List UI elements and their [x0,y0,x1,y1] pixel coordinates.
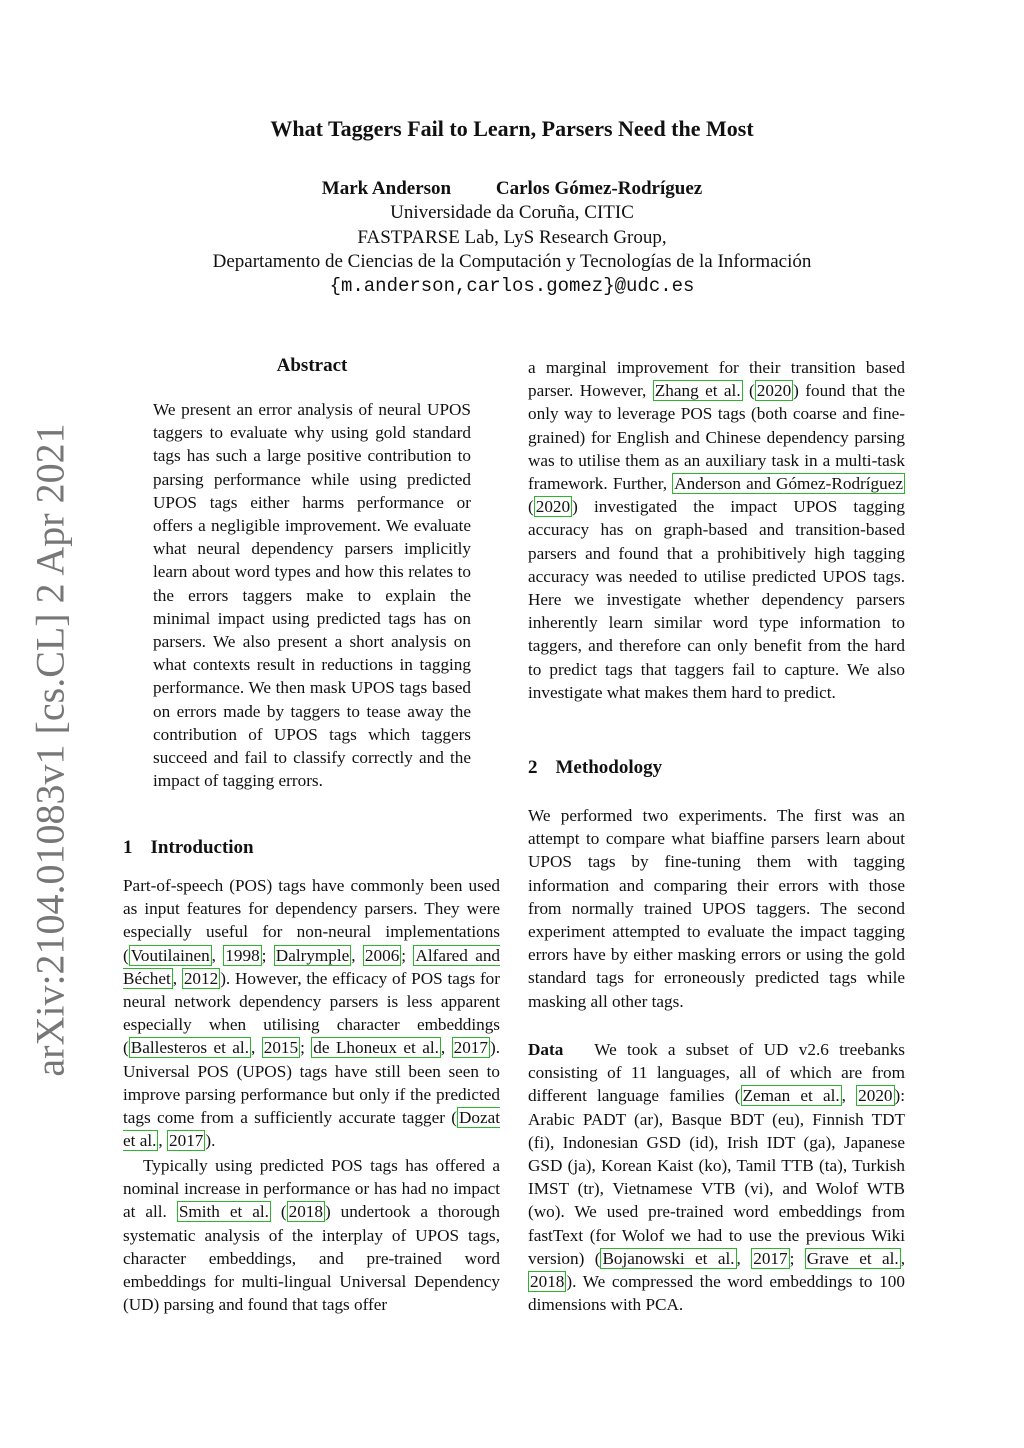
citation-link[interactable]: Dozat et al. [123,1108,500,1151]
citation-link[interactable]: 2017 [453,1038,488,1058]
intro-paragraph: Typically using predicted POS tags has offered a nominal increase in performance or has had no impact at all. Smith et al. ( 2018 ) undertook a thorough systematic analysis of the interplay of UPOS tags, character embeddings, and pre-trained word embeddings for multi-lingual Universal Dependency (UD) parsing and found that tags offer [123,1156,500,1315]
citation-link[interactable]: Dalrymple [275,945,350,965]
citation-link[interactable]: 2012 [183,968,219,988]
citation-link[interactable]: 2017 [753,1248,788,1268]
citation-link[interactable]: 2020 [756,381,792,401]
data-paragraph: Data We took a subset of UD v2.6 treebanks consisting of 11 languages, all of which are from different language families ( Zeman et al. , 2020 ): Arabic PADT (ar), Basque BDT (eu), Finnish TDT (fi), Indonesian GSD (id), Irish IDT (ga), Japanese GSD (ja), Korean Kaist (ko), Tamil TTB (ta), Turkish IMST (tr), Vietnamese VTB (vi), and Wolof WTB (wo). We used pre-trained word embeddings from fastText (for Wolof we had to use the previous Wiki version) ( Bojanowski et al. , 2017 ; Grave et al. , 2018 ). We compressed the word embeddings to 100 dimensions with PCA. [528,1040,906,1315]
body-text: ). Universal POS (UPOS) tags have still been seen to improve parsing performance but only if the predicted tags come from a sufficiently accurate tagger ( [123,1038,501,1128]
right-column-paragraph: a marginal improvement for their transition based parser. However, Zhang et al. ( 2020 ) found that the only way to leverage POS tags (both coarse and fine-grained) for English and Chinese dependency parsing was to utilise them as an auxiliary task in a multi-task framework. Further, Anderson and Gómez-Rodríguez ( 2020 ) investigated the impact UPOS tagging accuracy has on graph-based and transition-based parsers and found that a prohibitively high tagging accuracy was needed to utilise predicted UPOS tags. Here we investigate whether dependency parsers inherently learn similar word type information to taggers, and therefore can only benefit from the hard to predict tags that taggers fail to capture. We also investigate what makes them hard to predict. [528,358,905,702]
affiliation-line: Universidade da Coruña, CITIC [390,202,634,223]
section-number: 2 [528,757,538,778]
citation-link[interactable]: Anderson and Gómez-Rodríguez [674,474,903,494]
citation-link[interactable]: 2018 [288,1202,323,1222]
arxiv-identifier: arXiv:2104.01083v1 [cs.CL] 2 Apr 2021 [27,423,73,1077]
body-text: ): Arabic PADT (ar), Basque BDT (eu), Finnish TDT (fi), Indonesian GSD (id), Irish IDT (ga), Japanese GSD (ja), Korean Kaist (ko), Tamil TTB (ta), Turkish IMST (tr), Vietnamese VTB (vi), and Wolof WTB (wo). We used pre-trained word embeddings from fastText (for Wolof we had to use the previous Wiki version) ( [528,1086,906,1268]
section-title: Methodology [555,757,663,778]
body-text: Part-of-speech (POS) tags have commonly been used as input features for dependency parsers. They were especially useful for non-neural implementations ( [123,876,500,965]
methodology-paragraph: We performed two experiments. The first was an attempt to compare what biaffine parsers learn about UPOS tags by fine-tuning them with tagging information and comparing their errors with those from normally trained UPOS taggers. The second experiment attempted to evaluate the impact tagging errors have by either masking errors or using the gold standard tags for erroneously predicted tags while masking all other tags. [528,806,905,1011]
citation-link[interactable]: 1998 [225,945,260,965]
citation-link[interactable]: de Lhoneux et al. [313,1038,439,1058]
citation-link[interactable]: Alfared and Béchet [123,945,501,988]
body-text: We took a subset of UD v2.6 treebanks consisting of 11 languages, all of which are from different language families ( [528,1040,905,1106]
citation-link[interactable]: Smith et al. [178,1202,269,1222]
citation-link[interactable]: 2018 [530,1272,565,1292]
abstract-heading: Abstract [276,355,348,376]
body-text: ). We compressed the word embeddings to 100 dimensions with PCA. [528,1272,905,1315]
paragraph-label: Data [528,1040,564,1059]
citation-link[interactable]: Voutilainen [130,945,210,965]
body-text: ). However, the efficacy of POS tags for neural network dependency parsers is less apparent especially when utilising character embeddings ( [123,968,500,1058]
section-heading-introduction [123,837,254,859]
author-name: Mark Anderson [321,178,452,199]
section-number: 1 [123,837,133,858]
affiliation-line: FASTPARSE Lab, LyS Research Group, [357,227,667,248]
intro-paragraph: Part-of-speech (POS) tags have commonly been used as input features for dependency parsers. They were especially useful for non-neural implementations ( Voutilainen , 1998 ; Dalrymple , 2006 ; Alfared and Béchet , 2012 ). However, the efficacy of POS tags for neural network dependency parsers is less apparent especially when utilising character embeddings ( Ballesteros et al. , 2015 ; de Lhoneux et al. , 2017 ). Universal POS (UPOS) tags have still been seen to improve parsing performance but only if the predicted tags come from a sufficiently accurate tagger ( Dozat et al. , 2017 ). [123,876,501,1151]
citation-link[interactable]: Bojanowski et al. [602,1248,735,1268]
affiliation-line: Departamento de Ciencias de la Computación y Tecnologías de la Información [212,251,812,272]
citation-link[interactable]: Ballesteros et al. [130,1038,250,1058]
citation-link[interactable]: 2020 [535,497,571,517]
section-title: Introduction [150,837,254,858]
citation-link[interactable]: 2020 [858,1086,893,1106]
citation-link[interactable]: Zeman et al. [742,1086,840,1106]
abstract-text: We present an error analysis of neural UPOS taggers to evaluate why using gold standard tags has such a large positive contribution to parsing performance while using predicted UPOS tags either harms performance or offers a negligible improvement. We evaluate what neural dependency parsers implicitly learn about word types and how this relates to the errors taggers make to explain the minimal impact using predicted tags has on parsers. We also present a short analysis on what contexts result in reductions in tagging performance. We then mask UPOS tags based on errors made by taggers to tease away the contribution of UPOS tags which taggers succeed and fail to classify correctly and the impact of tagging errors. [153,400,471,791]
citation-link[interactable]: Grave et al. [806,1248,899,1268]
citation-link[interactable]: 2006 [364,945,400,965]
body-text: ). [205,1131,216,1151]
body-text: undertook a thorough systematic analysis of the interplay of UPOS tags, character embeddings, and pre-trained word embeddings for multi-lingual Universal Dependency (UD) parsing and found that tags offer [123,1202,500,1315]
citation-link[interactable]: 2017 [169,1131,204,1151]
author-name: Carlos Gómez-Rodríguez [495,178,703,199]
body-text: Typically using predicted POS tags has offered a nominal increase in performance or has had no impact at all. [123,1156,500,1222]
paper-title: What Taggers Fail to Learn, Parsers Need the Most [270,116,754,141]
citation-link[interactable]: 2015 [263,1038,299,1058]
author-email: {m.anderson,carlos.gomez}@udc.es [329,275,695,297]
body-text: found that the only way to leverage POS tags (both coarse and fine-grained) for English and Chinese dependency parsing was to utilise them as an auxiliary task in a multi-task framework. Further, [528,381,905,494]
citation-link[interactable]: Zhang et al. [654,381,741,401]
author-list [0,178,1024,200]
body-text: investigated the impact UPOS tagging accuracy has on graph-based and transition-based parsers and found that a prohibitively high tagging accuracy was needed to utilise predicted UPOS tags. Here we investigate whether dependency parsers inherently learn similar word type information to taggers, and therefore can only benefit from the hard to predict tags that taggers fail to capture. We also investigate what makes them hard to predict. [528,497,905,702]
section-heading-methodology [528,757,662,779]
body-text: a marginal improvement for their transition based parser. However, [528,358,905,401]
